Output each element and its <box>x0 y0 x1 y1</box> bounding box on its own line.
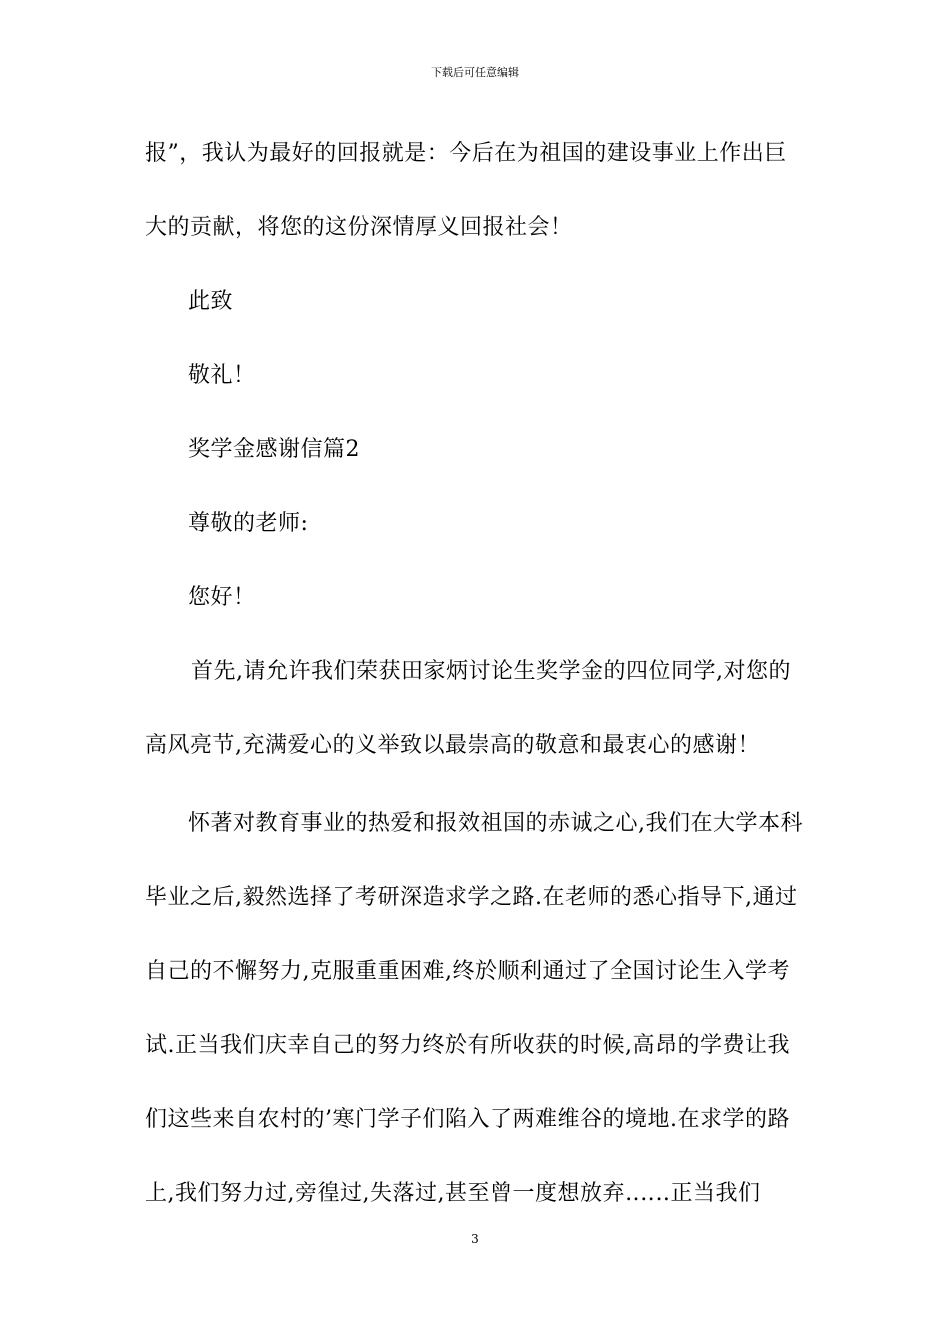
text-line: 大的贡献，将您的这份深情厚义回报社会！ <box>145 215 573 240</box>
text-line: 上,我们努力过,旁徨过,失落过,甚至曾一度想放弃‥‥‥正当我们 <box>145 1181 761 1206</box>
text-line: 报”，我认为最好的回报就是：今后在为祖国的建设事业上作出巨 <box>145 141 787 166</box>
greeting-recipient: 尊敬的老师: <box>188 511 309 536</box>
text-line: 高风亮节,充满爱心的义举致以最崇高的敬意和最衷心的感谢！ <box>145 733 760 758</box>
text-line: 试.正当我们庆幸自己的努力终於有所收获的时候,高昂的学费让我 <box>145 1033 790 1058</box>
closing-salutation: 此致 <box>188 289 234 314</box>
greeting: 您好！ <box>188 585 256 610</box>
closing-regards: 敬礼！ <box>188 363 256 388</box>
text-line: 自己的不懈努力,克服重重困难,终於顺利通过了全国讨论生入学考 <box>145 959 790 984</box>
text-line: 们这些来自农村的’寒门学子们陷入了两难维谷的境地.在求学的路 <box>145 1107 790 1132</box>
section-title: 奖学金感谢信篇2 <box>188 437 360 462</box>
text-line: 首先,请允许我们荣获田家炳讨论生奖学金的四位同学,对您的 <box>191 659 791 684</box>
page-number: 3 <box>471 1232 479 1246</box>
text-line: 怀著对教育事业的热爱和报效祖国的赤诚之心,我们在大学本科 <box>188 811 803 836</box>
page-header: 下载后可任意编辑 <box>431 66 519 79</box>
text-line: 毕业之后,毅然选择了考研深造求学之路.在老师的悉心指导下,通过 <box>145 885 798 910</box>
